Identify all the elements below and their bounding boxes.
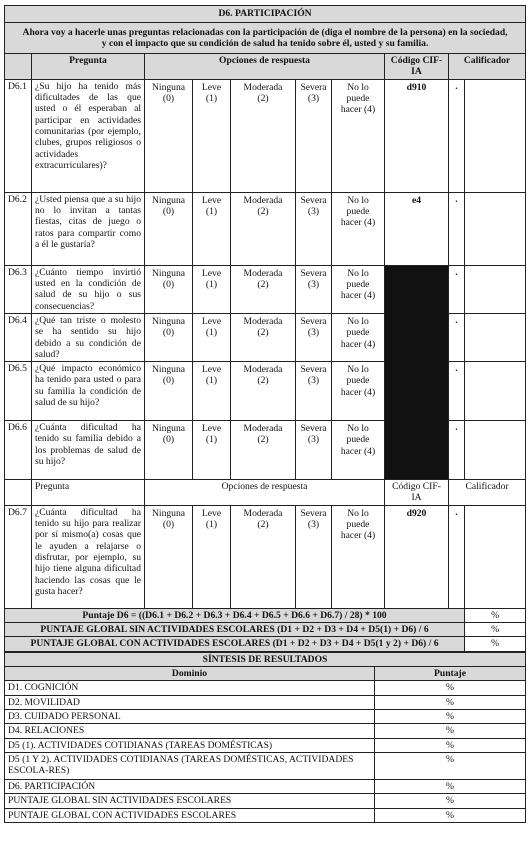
calificador-value[interactable]: . <box>449 505 465 608</box>
option-label: Moderada <box>243 267 283 279</box>
answer-option[interactable] <box>193 79 231 192</box>
option-label: No lo puede <box>346 315 370 339</box>
question-row <box>5 192 526 265</box>
answer-option[interactable] <box>296 313 332 361</box>
option-value: (2) <box>257 434 269 446</box>
question-text: ¿Cuánto tiempo invirtió usted en la condición de salud de su hijo o sus consecuencias? <box>32 265 145 313</box>
answer-option[interactable] <box>145 362 193 421</box>
calificador-value[interactable]: . <box>449 79 465 192</box>
calificador-blank[interactable] <box>465 265 526 313</box>
calificador-blank[interactable] <box>465 192 526 265</box>
option-label: Ninguna <box>151 315 186 327</box>
question-text: ¿Qué impacto económico ha tenido para usted o para su familia la condición de salud de su hijo? <box>32 362 145 421</box>
option-value: hacer (4) <box>340 104 376 116</box>
option-label: Ninguna <box>151 423 186 435</box>
calificador-blank[interactable] <box>465 421 526 480</box>
answer-option[interactable] <box>231 192 296 265</box>
answer-option[interactable] <box>145 192 193 265</box>
option-value: (2) <box>257 278 269 290</box>
summary-row <box>5 779 526 793</box>
score-row <box>5 608 526 622</box>
answer-option[interactable] <box>231 505 296 608</box>
option-value: (3) <box>307 205 320 217</box>
option-value: (2) <box>257 92 269 104</box>
answer-option[interactable] <box>231 362 296 421</box>
question-row <box>5 265 526 313</box>
table-header-row <box>5 54 526 80</box>
answer-option[interactable] <box>332 421 385 480</box>
option-label: Leve <box>201 364 222 376</box>
option-label: Leve <box>201 194 222 206</box>
option-value: (0) <box>162 278 175 290</box>
answer-option[interactable] <box>332 313 385 361</box>
answer-option[interactable] <box>296 362 332 421</box>
option-value: (1) <box>205 375 218 387</box>
score-label: PUNTAJE GLOBAL SIN ACTIVIDADES ESCOLARES (D1 + D2 + D3 + D4 + D5(1) + D6) / 6 <box>5 623 465 637</box>
question-text: ¿Cuánta dificultad ha tenido su familia debido a los problemas de salud de su hijo? <box>32 421 145 480</box>
summary-row <box>5 724 526 738</box>
summary-score[interactable]: % <box>375 779 526 793</box>
option-label: Leve <box>201 507 222 519</box>
option-value: hacer (4) <box>340 386 376 398</box>
answer-option[interactable] <box>296 421 332 480</box>
table-header-row-2 <box>5 480 526 506</box>
option-value: (0) <box>162 519 175 531</box>
redacted-code-cell <box>385 265 449 480</box>
section-intro <box>5 23 526 54</box>
option-value: (3) <box>307 92 320 104</box>
summary-domain: D1. COGNICIÓN <box>5 681 375 695</box>
summary-header-puntaje: Puntaje <box>375 667 526 681</box>
option-label: Ninguna <box>151 81 186 93</box>
option-value: hacer (4) <box>340 530 376 542</box>
summary-row <box>5 752 526 779</box>
option-label: No lo puede <box>346 267 370 290</box>
answer-option[interactable] <box>193 313 231 361</box>
option-value: hacer (4) <box>340 338 376 350</box>
answer-option[interactable] <box>332 505 385 608</box>
calificador-blank[interactable] <box>465 79 526 192</box>
question-row <box>5 79 526 192</box>
answer-option[interactable] <box>231 79 296 192</box>
header-id-cell <box>5 54 32 80</box>
summary-row <box>5 794 526 808</box>
option-value: hacer (4) <box>340 290 376 302</box>
option-label: Moderada <box>243 507 283 519</box>
option-value: (3) <box>307 327 320 339</box>
summary-row <box>5 738 526 752</box>
answer-option[interactable] <box>296 265 332 313</box>
calificador-value[interactable]: . <box>449 265 465 313</box>
summary-title: SÍNTESIS DE RESULTADOS <box>5 652 526 666</box>
option-label: Ninguna <box>151 194 186 206</box>
option-label: No lo puede <box>346 423 370 446</box>
summary-score[interactable]: % <box>375 724 526 738</box>
header-codigo: Código CIF-IA <box>385 54 449 80</box>
question-id: D6.2 <box>5 192 32 265</box>
option-label: No lo puede <box>346 81 370 104</box>
summary-domain: PUNTAJE GLOBAL CON ACTIVIDADES ESCOLARES <box>5 808 375 822</box>
summary-domain: D5 (1 Y 2). ACTIVIDADES COTIDIANAS (TAREAS DOMÉSTICAS, ACTIVIDADES ESCOLA-RES) <box>5 752 375 779</box>
summary-domain: D5 (1). ACTIVIDADES COTIDIANAS (TAREAS DOMÉSTICAS) <box>5 738 375 752</box>
option-value: (3) <box>307 278 320 290</box>
score-unit[interactable]: % <box>465 623 526 637</box>
summary-score[interactable]: % <box>375 752 526 779</box>
option-value: (0) <box>162 327 175 339</box>
summary-domain: D2. MOVILIDAD <box>5 695 375 709</box>
score-unit[interactable]: % <box>465 637 526 651</box>
option-value: (1) <box>205 278 218 290</box>
summary-score[interactable]: % <box>375 738 526 752</box>
question-id: D6.6 <box>5 421 32 480</box>
calificador-blank[interactable] <box>465 313 526 361</box>
option-value: (1) <box>205 205 218 217</box>
option-value: hacer (4) <box>340 217 376 229</box>
summary-domain: D6. PARTICIPACIÓN <box>5 779 375 793</box>
option-label: Leve <box>201 267 222 279</box>
option-value: hacer (4) <box>340 445 376 457</box>
question-text: ¿Su hijo ha tenido más dificultades de las que usted o él esperaban al participar en actividades comunitarias (por ejemplo, clubes, grupos religiosos o actividades extracurriculares)? <box>32 79 145 192</box>
score-row <box>5 623 526 637</box>
summary-domain: D4. RELACIONES <box>5 724 375 738</box>
score-label: Puntaje D6 = ((D6.1 + D6.2 + D6.3 + D6.4 + D6.5 + D6.6 + D6.7) / 28) * 100 <box>5 608 465 622</box>
answer-option[interactable] <box>231 313 296 361</box>
option-label: Ninguna <box>151 267 186 279</box>
summary-score[interactable]: % <box>375 681 526 695</box>
option-value: (2) <box>257 519 269 531</box>
answer-option[interactable] <box>193 421 231 480</box>
participation-table <box>4 5 526 652</box>
option-value: (3) <box>307 519 320 531</box>
answer-option[interactable] <box>296 79 332 192</box>
calificador-blank[interactable] <box>465 505 526 608</box>
option-label: Leve <box>201 315 222 327</box>
section-title: D6. PARTICIPACIÓN <box>5 6 526 23</box>
question-id: D6.4 <box>5 313 32 361</box>
participation-form <box>4 5 525 823</box>
calificador-value[interactable]: . <box>449 362 465 421</box>
question-text: ¿Usted piensa que a su hijo no lo invitan a tantas fiestas, citas de juego o ratos para compartir como a él le gustaría? <box>32 192 145 265</box>
cif-code: d910 <box>385 79 449 192</box>
calificador-value[interactable]: . <box>449 313 465 361</box>
option-label: No lo puede <box>346 507 370 531</box>
summary-score[interactable]: % <box>375 709 526 723</box>
summary-score[interactable]: % <box>375 695 526 709</box>
option-label: Ninguna <box>151 507 186 519</box>
answer-option[interactable] <box>296 505 332 608</box>
intro-line-1: Ahora voy a hacerle unas preguntas relacionadas con la participación de (diga el nombre de la persona) en la sociedad, <box>22 26 508 38</box>
answer-option[interactable] <box>332 362 385 421</box>
score-unit[interactable]: % <box>465 608 526 622</box>
answer-option[interactable] <box>145 265 193 313</box>
option-value: (2) <box>257 205 269 217</box>
question-id: D6.1 <box>5 79 32 192</box>
cif-code: d920 <box>385 505 449 608</box>
option-label: Leve <box>201 423 222 435</box>
answer-option[interactable] <box>193 265 231 313</box>
answer-option[interactable] <box>231 265 296 313</box>
header-opciones: Opciones de respuesta <box>145 54 385 80</box>
question-text: ¿Cuánta dificultad ha tenido su hijo para realizar por sí mismo(a) cosas que le ayuden a relajarse o disfrutar, por ejemplo, su hijo tiene alguna dificultad haciendo las cosas que le gusta hacer? <box>32 505 145 608</box>
option-value: (3) <box>307 434 320 446</box>
question-id: D6.3 <box>5 265 32 313</box>
option-label: Severa <box>300 315 327 327</box>
answer-option[interactable] <box>145 505 193 608</box>
answer-option[interactable] <box>145 421 193 480</box>
summary-row <box>5 808 526 822</box>
option-label: Severa <box>300 364 327 376</box>
answer-option[interactable] <box>332 192 385 265</box>
question-id: D6.5 <box>5 362 32 421</box>
option-value: (0) <box>162 434 175 446</box>
answer-option[interactable] <box>332 79 385 192</box>
calificador-value[interactable]: . <box>449 421 465 480</box>
summary-score[interactable]: % <box>375 794 526 808</box>
option-label: No lo puede <box>346 364 370 387</box>
answer-option[interactable] <box>145 79 193 192</box>
summary-row <box>5 709 526 723</box>
option-value: (0) <box>162 205 175 217</box>
answer-option[interactable] <box>193 362 231 421</box>
option-value: (2) <box>257 327 269 339</box>
intro-line-2: y con el impacto que su condición de salud ha tenido sobre él, usted y su familia. <box>101 38 429 49</box>
option-value: (0) <box>162 92 175 104</box>
cif-code: e4 <box>385 192 449 265</box>
header2-calificador: Calificador <box>449 480 526 506</box>
score-label: PUNTAJE GLOBAL CON ACTIVIDADES ESCOLARES (D1 + D2 + D3 + D4 + D5(1 y 2) + D6) / 6 <box>5 637 465 651</box>
summary-table <box>4 652 526 823</box>
summary-row <box>5 695 526 709</box>
header-calificador: Calificador <box>449 54 526 80</box>
summary-domain: D3. CUIDADO PERSONAL <box>5 709 375 723</box>
option-label: Moderada <box>243 423 283 435</box>
summary-score[interactable]: % <box>375 808 526 822</box>
option-label: Ninguna <box>151 364 186 376</box>
header-pregunta: Pregunta <box>32 54 145 80</box>
summary-header-dominio: Dominio <box>5 667 375 681</box>
option-value: (2) <box>257 375 269 387</box>
summary-domain: PUNTAJE GLOBAL SIN ACTIVIDADES ESCOLARES <box>5 794 375 808</box>
option-value: (3) <box>307 375 320 387</box>
answer-option[interactable] <box>193 505 231 608</box>
option-label: Moderada <box>243 364 283 376</box>
header2-id-cell <box>5 480 32 506</box>
answer-option[interactable] <box>332 265 385 313</box>
option-value: (1) <box>205 519 218 531</box>
option-label: Severa <box>300 423 327 435</box>
option-label: Moderada <box>243 315 283 327</box>
question-id: D6.7 <box>5 505 32 608</box>
question-text: ¿Qué tan triste o molesto se ha sentido su hijo debido a su condición de salud? <box>32 313 145 361</box>
option-label: Severa <box>300 194 327 206</box>
option-value: (1) <box>205 434 218 446</box>
answer-option[interactable] <box>145 313 193 361</box>
answer-option[interactable] <box>193 192 231 265</box>
header2-codigo: Código CIF-IA <box>385 480 449 506</box>
header2-opciones: Opciones de respuesta <box>145 480 385 506</box>
option-label: Severa <box>300 267 327 279</box>
question-row <box>5 505 526 608</box>
option-value: (1) <box>205 327 218 339</box>
score-row <box>5 637 526 651</box>
option-label: No lo puede <box>346 194 370 217</box>
summary-row <box>5 681 526 695</box>
calificador-value[interactable]: . <box>449 192 465 265</box>
option-label: Moderada <box>243 194 283 206</box>
option-value: (0) <box>162 375 175 387</box>
option-label: Moderada <box>243 81 283 93</box>
answer-option[interactable] <box>231 421 296 480</box>
option-label: Severa <box>300 81 327 93</box>
answer-option[interactable] <box>296 192 332 265</box>
option-label: Severa <box>300 507 327 519</box>
calificador-blank[interactable] <box>465 362 526 421</box>
header2-pregunta: Pregunta <box>32 480 145 506</box>
option-value: (1) <box>205 92 218 104</box>
option-label: Leve <box>201 81 222 93</box>
